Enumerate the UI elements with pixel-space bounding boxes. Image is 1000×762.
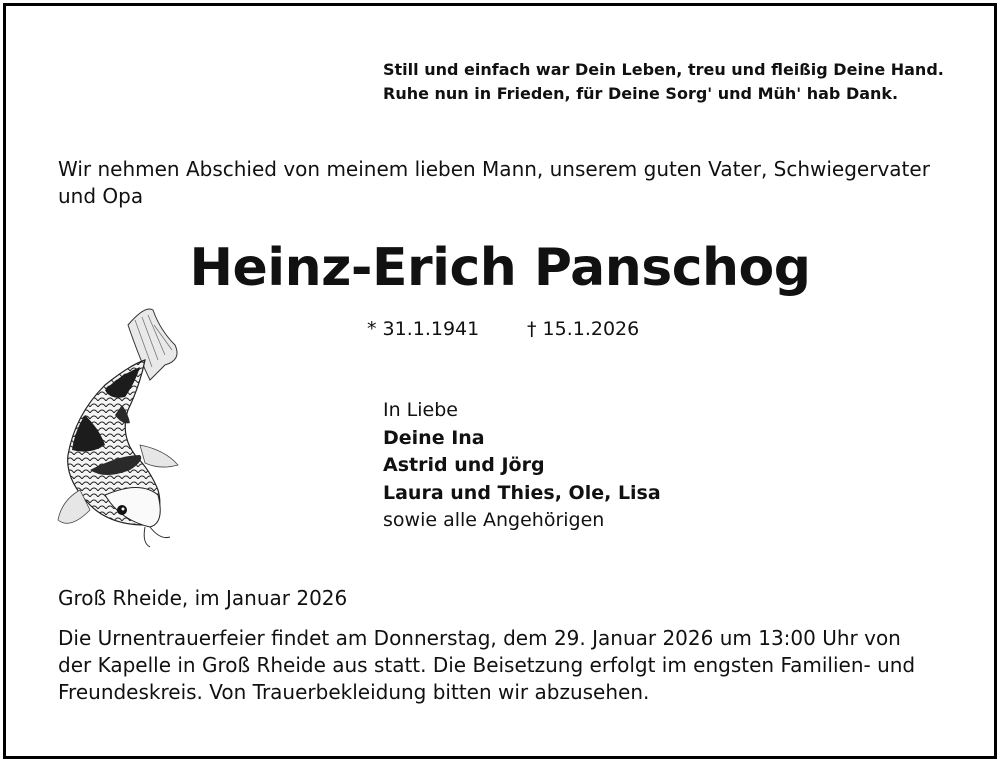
signatures <box>383 397 661 535</box>
place-date: Groß Rheide, im Januar 2026 <box>58 586 348 610</box>
motto-verse <box>383 58 944 106</box>
ceremony-info <box>58 625 915 706</box>
death-date: † 15.1.2026 <box>527 318 640 340</box>
ceremony-line: Freundeskreis. Von Trauerbekleidung bitten wir abzusehen. <box>58 680 650 704</box>
signature-line: In Liebe <box>383 399 458 421</box>
birth-date: * 31.1.1941 <box>367 318 480 340</box>
koi-fish-icon <box>50 305 190 550</box>
intro-line: Wir nehmen Abschied von meinem lieben Mann, unserem guten Vater, Schwiegervater <box>58 157 930 181</box>
signature-line: Deine Ina <box>383 426 485 449</box>
motto-line: Ruhe nun in Frieden, für Deine Sorg' und Müh' hab Dank. <box>383 84 899 103</box>
intro-line: und Opa <box>58 184 144 208</box>
ceremony-line: der Kapelle in Groß Rheide aus statt. Die Beisetzung erfolgt im engsten Familien- und <box>58 653 916 677</box>
signature-line: sowie alle Angehörigen <box>383 509 605 531</box>
ceremony-line: Die Urnentrauerfeier findet am Donnerstag, dem 29. Januar 2026 um 13:00 Uhr von <box>58 626 901 650</box>
deceased-name: Heinz-Erich Panschog <box>189 238 811 298</box>
motto-line: Still und einfach war Dein Leben, treu und fleißig Deine Hand. <box>383 60 944 79</box>
intro-text <box>58 156 930 210</box>
signature-line: Laura und Thies, Ole, Lisa <box>383 481 661 504</box>
signature-line: Astrid und Jörg <box>383 454 545 476</box>
